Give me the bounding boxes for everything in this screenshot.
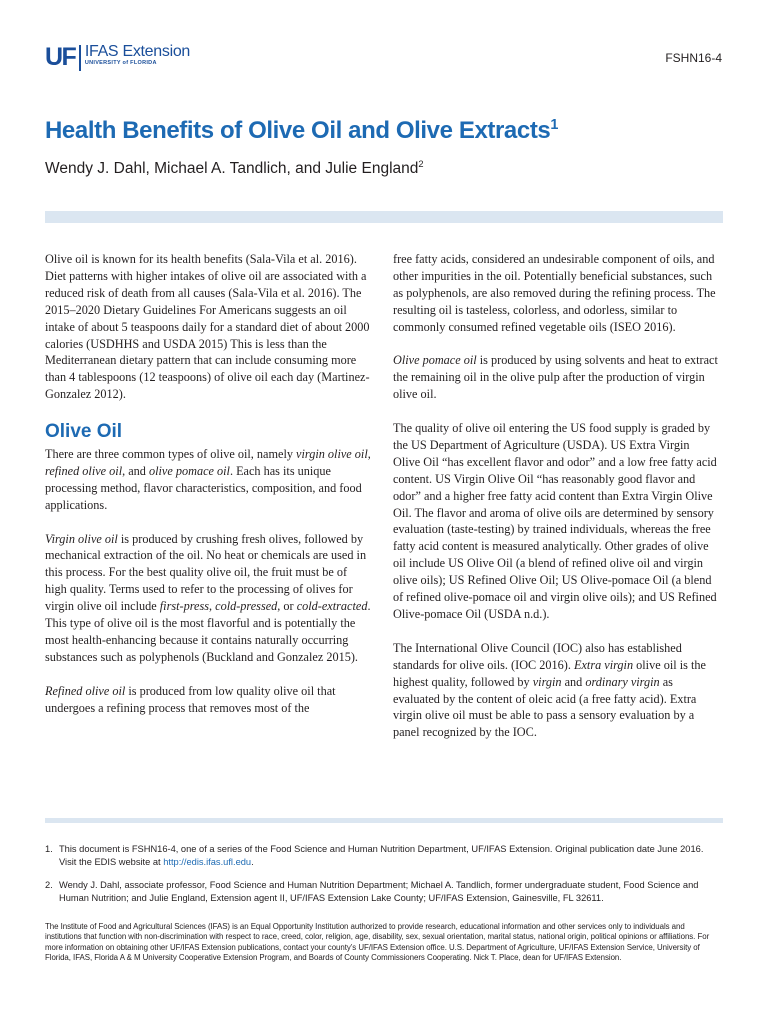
footnote-divider-band [45,818,723,823]
authors-text: Wendy J. Dahl, Michael A. Tandlich, and Julie England [45,160,419,177]
italic-term: ordinary virgin [585,674,660,689]
text-run: . [251,857,254,867]
logo-subtitle: UNIVERSITY of FLORIDA [84,60,157,66]
text-run: olive oil is the highest quality, followed by [393,657,706,689]
section-heading-olive-oil: Olive Oil [45,421,123,443]
footnote-number: 1. [45,844,53,854]
text-run: , [367,447,371,462]
olive-pomace-oil-paragraph [393,352,719,403]
edis-website-link[interactable]: http://edis.ifas.ufl.edu [163,857,252,867]
footnote-1 [45,843,723,869]
logo-uf-mark: UF [45,43,76,71]
italic-term: olive pomace oil [148,463,230,478]
italic-term: Olive pomace oil [393,353,477,368]
intro-paragraph: Olive oil is known for its health benefits (Sala-Vila et al. 2016). Diet patterns with higher intakes of olive oil are associated with a reduced risk of death from all causes (Sala-Vila et al. 2016). The 2015–2020 Dietary Guidelines For Americans suggests an oil intake of about 5 teaspoons daily for a standard diet of about 2000 calories (USDHHS and USDA 2015) This is less than the Mediterranean dietary pattern that can include consuming more than 4 tablespoons (12 teaspoons) of olive oil each day (Martinez-Gonzalez 2012). [45,252,370,402]
types-paragraph [45,446,371,514]
italic-term: Virgin olive oil [45,531,118,546]
text-run: . Each has its unique processing method, flavor characteristics, composition, and food applications. [45,463,362,512]
italic-term: Extra virgin [574,657,634,672]
footnote-text [59,843,723,869]
page-title [45,117,558,145]
ifas-extension-logo [45,44,190,74]
authors [45,160,424,178]
text-run: This document is FSHN16-4, one of a series of the Food Science and Human Nutrition Department, UF/IFAS Extension. Original publication date June 2016. Visit the EDIS website at [59,844,704,867]
logo-divider [79,45,81,71]
virgin-olive-oil-paragraph [45,531,371,666]
usda-grading-paragraph: The quality of olive oil entering the US food supply is graded by the US Department of Agriculture (USDA). US Extra Virgin Olive Oil “has excellent flavor and odor” and a low free fatty acid content. US Virgin Olive Oil “has reasonably good flavor and odor” and a higher free fatty acid content than Extra Virgin Olive Oil. The flavor and aroma of olive oils are determined by sensory evaluation (taste-testing) by trained individuals, whereas the free fatty acid content is measured analytically. Other grades of olive oil include US Olive Oil (a blend of refined olive oil and virgin olive oils); US Refined Olive Oil; US Olive-pomace Oil (a blend of refined olive-pomace oil and virgin olive oils); and US Refined Olive-pomace Oil (USDA n.d.). [393,421,717,621]
italic-term: virgin olive oil [296,447,368,462]
text-run: and [561,674,586,689]
footnote-text: Wendy J. Dahl, associate professor, Food Science and Human Nutrition Department; Michael A. Tandlich, former undergraduate student, Food Science and Human Nutrition; and Julie England, Extension agent II, UF/IFAS Extension Lake County; UF/IFAS Extension, Gainesville, FL 32611. [59,880,699,903]
institution-notice: The Institute of Food and Agricultural Sciences (IFAS) is an Equal Opportunity Institution authorized to provide research, educational information and other services only to individuals and institutions that function with non-discrimination with respect to race, creed, color, religion, age, disability, sex, sexual orientation, marital status, national origin, political opinions or affiliations. For more information on obtaining other UF/IFAS Extension publications, contact your county’s UF/IFAS Extension office. U.S. Department of Agriculture, UF/IFAS Extension Service, University of Florida, IFAS, Florida A & M University Cooperative Extension Program, and Boards of County Commissioners Cooperating. Nick T. Place, dean for UF/IFAS Extension. [45,922,710,962]
logo-title: IFAS Extension [84,43,191,60]
italic-term: cold-extracted [296,599,368,614]
right-column [393,251,719,758]
italic-term: Refined olive oil [45,683,126,698]
refining-continued-paragraph: free fatty acids, considered an undesirable component of oils, and other impurities in the oil. Potentially beneficial substances, such as polyphenols, are also removed during the refining process. The resulting oil is tasteless, colorless, and odorless, similar to commonly consumed refined vegetable oils (ISEO 2016). [393,252,716,334]
text-run: . This type of olive oil is the most flavorful and is potentially the most health-enhancing because it contains naturally occurring substances such as polyphenols (Buckland and Gonzalez 2015). [45,599,371,664]
text-run: , and [122,463,149,478]
italic-term: first-press [159,599,210,614]
italic-term: refined olive oil [45,463,123,478]
text-run: as evaluated by the content of oleic acid (a free fatty acid). Extra virgin olive oil must be able to pass a sensory evaluation by a panel recognized by the IOC. [393,674,697,740]
document-id: FSHN16-4 [665,51,722,65]
text-run: There are three common types of olive oil, namely [45,447,297,462]
title-text: Health Benefits of Olive Oil and Olive Extracts [45,117,551,144]
header-divider-band [45,211,723,223]
italic-term: virgin [532,674,562,689]
footnote-number: 2. [45,880,53,890]
text-run: , or [277,599,297,614]
left-column [45,251,371,733]
ioc-standards-paragraph [393,640,719,741]
title-footnote-marker: 1 [550,117,558,133]
text-run: is produced by using solvents and heat to extract the remaining oil in the olive pulp after the production of virgin olive oil. [393,353,718,402]
logo-text [85,44,190,67]
text-run: is produced by crushing fresh olives, followed by mechanical extraction of the oil. No heat or chemicals are used in this process. For the best quality olive oil, the fruit must be of high quality. Terms used to refer to the processing of olives for virgin olive oil include [45,531,367,614]
refined-olive-oil-paragraph [45,683,371,717]
text-run: , [209,599,216,614]
text-run: is produced from low quality olive oil that undergoes a refining process that removes most of the [45,683,336,715]
italic-term: cold-pressed [215,599,278,614]
footnote-2 [45,879,723,905]
authors-footnote-marker: 2 [418,158,424,169]
text-run: The International Olive Council (IOC) also has established standards for olive oils. (IOC 2016). [393,640,682,672]
